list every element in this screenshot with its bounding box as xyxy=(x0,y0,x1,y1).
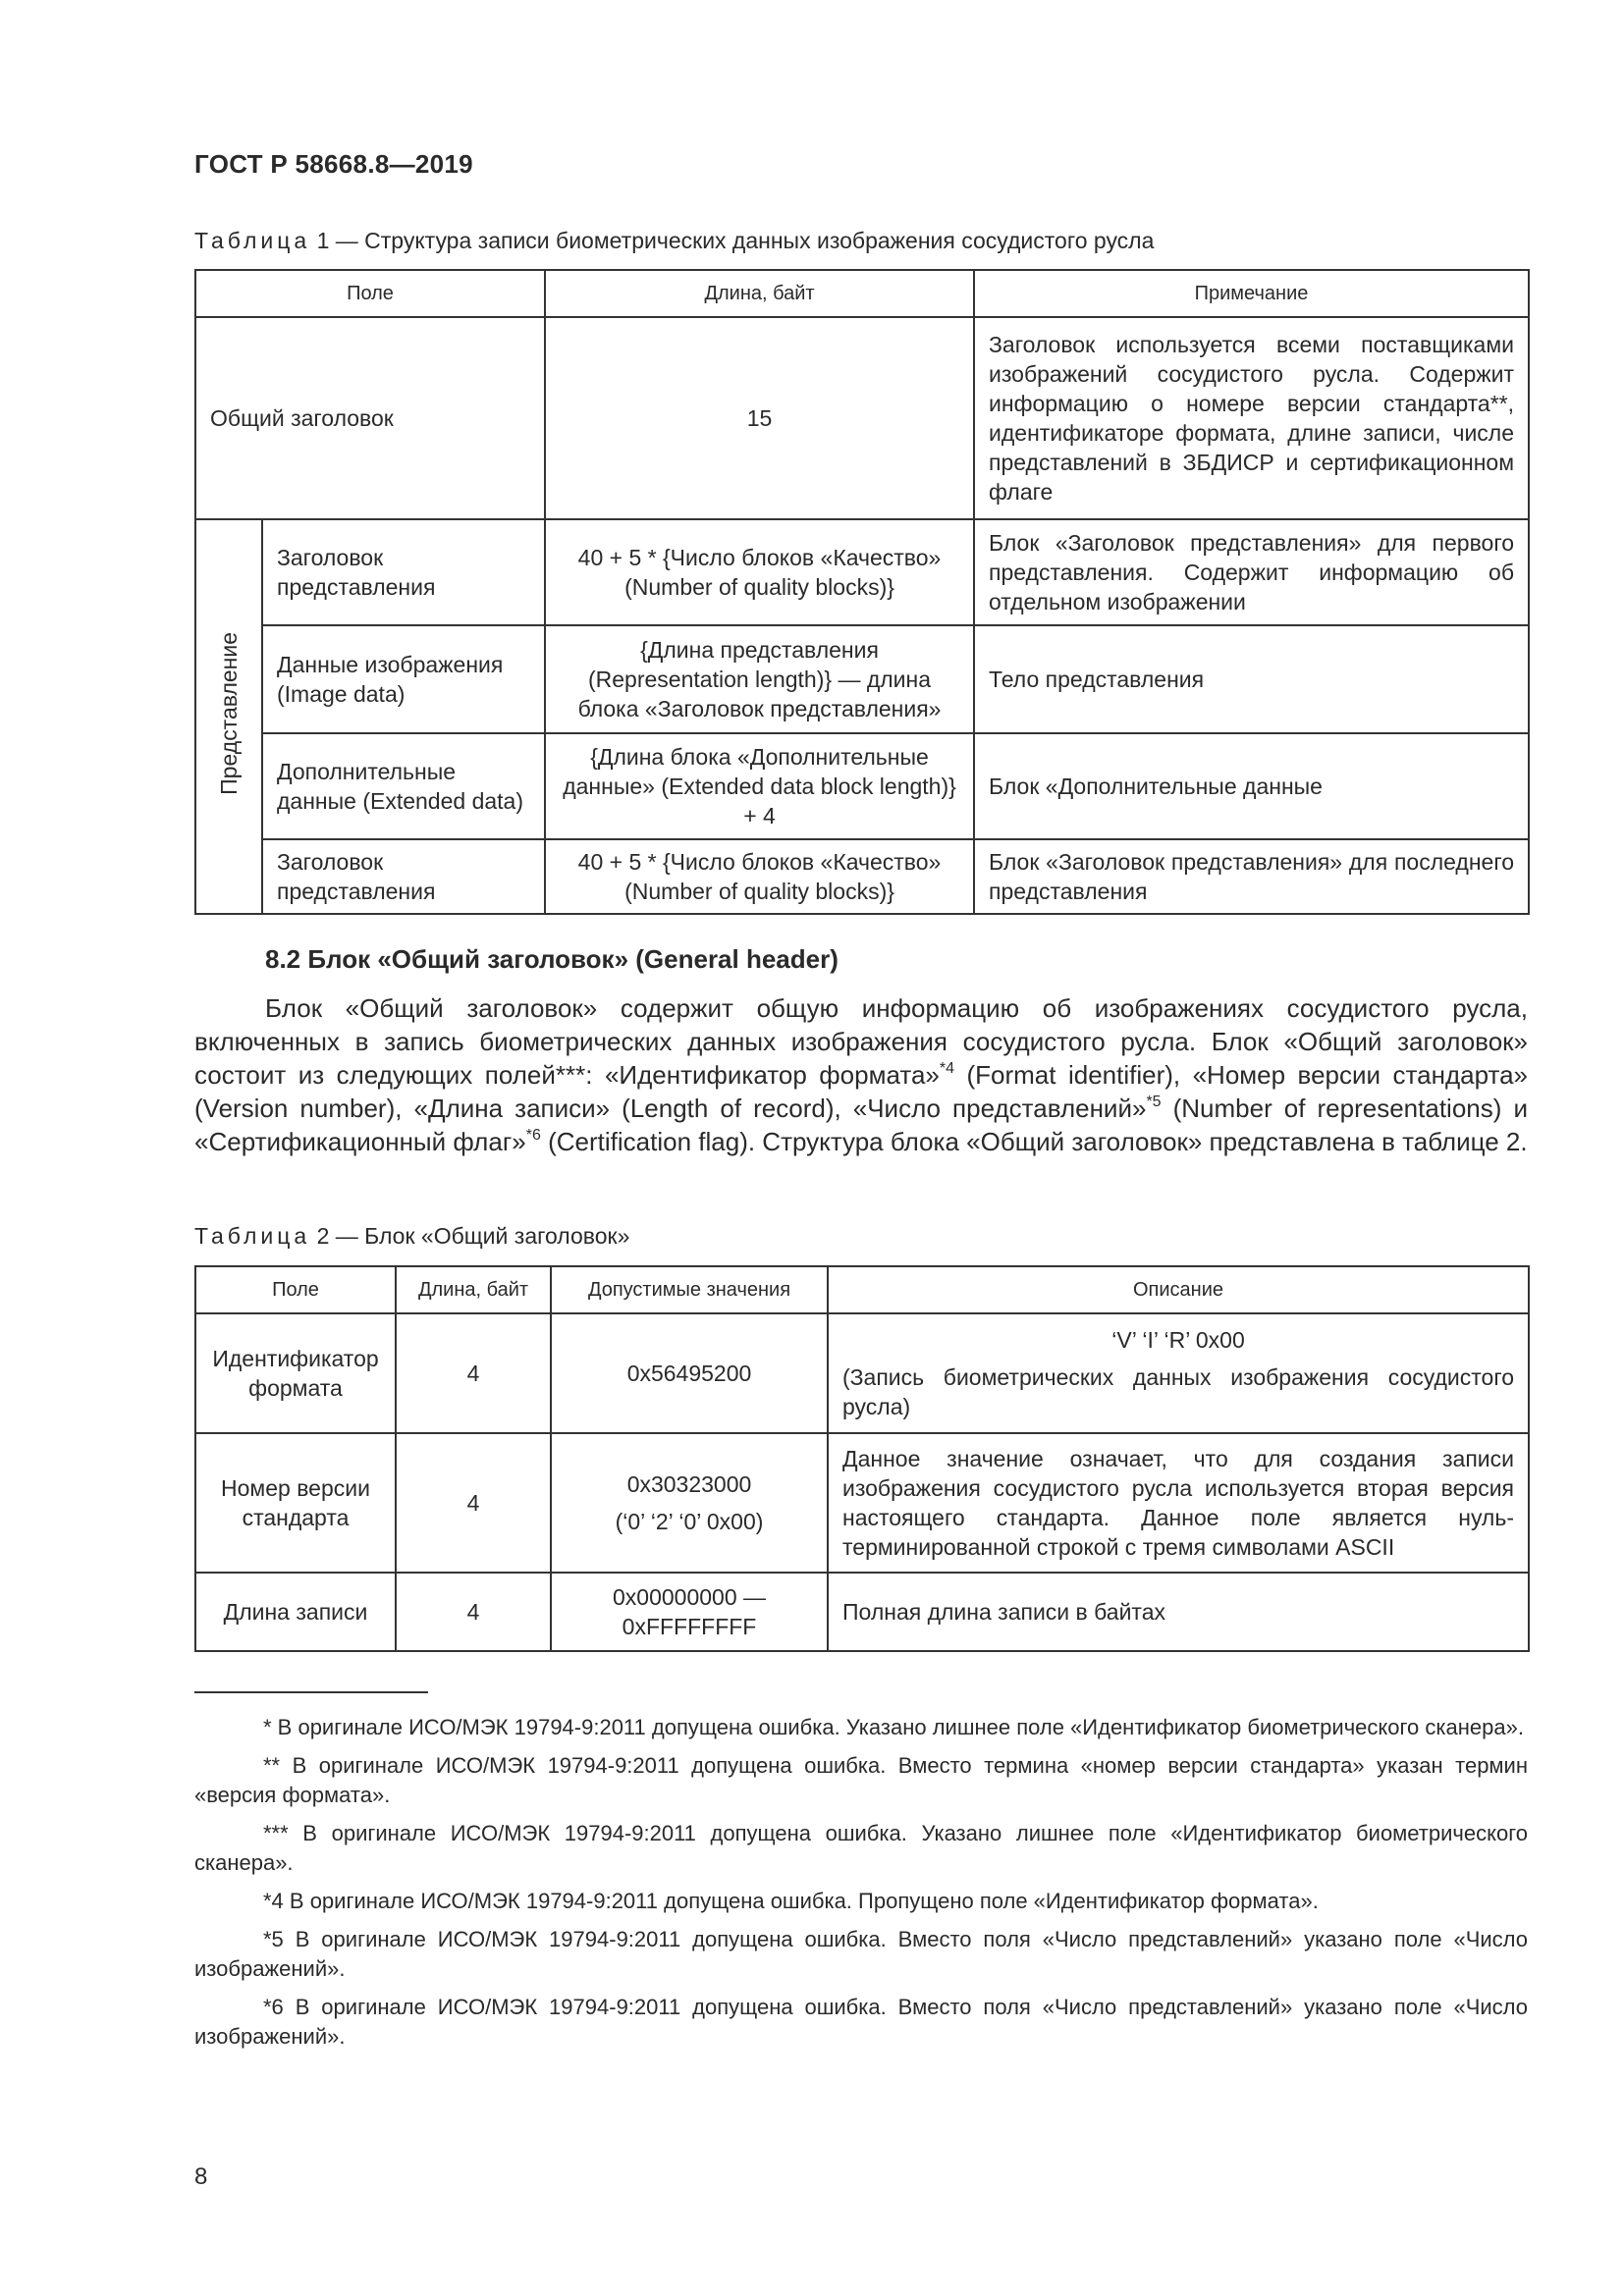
table1-caption-prefix: Таблица xyxy=(194,228,311,253)
value-hex: 0x30323000 xyxy=(626,1471,752,1497)
table2-general-header xyxy=(194,1265,1530,1652)
table1-cell-length: 40 + 5 * {Число блоков «Качество» (Number of quality blocks)} xyxy=(545,839,974,914)
table1-cell-length: 40 + 5 * {Число блоков «Качество» (Number of quality blocks)} xyxy=(545,519,974,625)
footnote: *4 В оригинале ИСО/МЭК 19794-9:2011 допущена ошибка. Пропущено поле «Идентификатор формата». xyxy=(263,1889,1319,1913)
table1-header-note: Примечание xyxy=(974,270,1529,317)
table1-general-note: Заголовок используется всеми поставщиками изображений сосудистого русла. Содержит информацию о номере версии стандарта**, идентификаторе формата, длине записи, числе представлений в ЗБДИСР и сертификационном флаге xyxy=(974,317,1529,519)
table2-cell-values: 0x56495200 xyxy=(551,1313,828,1433)
description-text: (Запись биометрических данных изображения сосудистого русла) xyxy=(842,1364,1514,1419)
footnote: ** В оригинале ИСО/МЭК 19794-9:2011 допущена ошибка. Вместо термина «номер версии стандарта» указан термин «версия формата». xyxy=(194,1753,1528,1807)
footnote-ref: *5 xyxy=(1146,1093,1162,1110)
table1-header-field: Поле xyxy=(195,270,545,317)
table1-cell-note: Блок «Дополнительные данные xyxy=(974,733,1529,839)
table2-header-description: Описание xyxy=(828,1266,1529,1313)
table-row xyxy=(195,733,1529,839)
table1-caption-text: 1 — Структура записи биометрических данных изображения сосудистого русла xyxy=(310,228,1155,253)
table2-cell-length: 4 xyxy=(396,1313,551,1433)
footnote: *5 В оригинале ИСО/МЭК 19794-9:2011 допущена ошибка. Вместо поля «Число представлений» указано поле «Число изображений». xyxy=(194,1927,1528,1981)
table1-header-length: Длина, байт xyxy=(545,270,974,317)
table2-caption-text: 2 — Блок «Общий заголовок» xyxy=(310,1223,630,1249)
table1-cell-field: Заголовок представления xyxy=(262,519,545,625)
table2-cell-length: 4 xyxy=(396,1573,551,1651)
footnote: * В оригинале ИСО/МЭК 19794-9:2011 допущена ошибка. Указано лишнее поле «Идентификатор биометрического сканера». xyxy=(263,1715,1524,1739)
table-row xyxy=(195,519,1529,625)
paragraph-text: Блок «Общий заголовок» содержит общую информацию об изображениях сосудистого русла, включенных в запись биометрических данных изображения сосудистого русла. Блок «Общий заголовок» состоит из следующих полей***: «Идентификатор формата» xyxy=(194,993,1528,1090)
table2-caption-prefix: Таблица xyxy=(194,1223,311,1249)
table2-header-field: Поле xyxy=(195,1266,396,1313)
table2-cell-values xyxy=(551,1573,828,1651)
table-row xyxy=(195,1313,1529,1433)
paragraph-text: (Number of representations) и «Сертификационный флаг» xyxy=(194,1094,1528,1156)
standard-designation: ГОСТ Р 58668.8—2019 xyxy=(194,149,473,179)
footnote: *6 В оригинале ИСО/МЭК 19794-9:2011 допущена ошибка. Вместо поля «Число представлений» указано поле «Число изображений». xyxy=(194,1995,1528,2049)
page-number: 8 xyxy=(194,2163,208,2190)
format-id-ascii: ‘V’ ‘I’ ‘R’ 0x00 xyxy=(1111,1327,1245,1353)
table2-cell-field: Идентификатор формата xyxy=(195,1313,396,1433)
table1-cell-field: Заголовок представления xyxy=(262,839,545,914)
footnote: *** В оригинале ИСО/МЭК 19794-9:2011 допущена ошибка. Указано лишнее поле «Идентификатор биометрического сканера». xyxy=(194,1821,1528,1875)
table2-header-length: Длина, байт xyxy=(396,1266,551,1313)
footnote-ref: *6 xyxy=(525,1126,541,1144)
paragraph-text: (Format identifier), «Номер версии стандарта» (Version number), «Длина записи» (Length of record), «Число представлений» xyxy=(194,1060,1529,1123)
value-range-end: 0xFFFFFFFF xyxy=(622,1614,757,1639)
section-heading: 8.2 Блок «Общий заголовок» (General header) xyxy=(265,944,839,974)
table-row xyxy=(195,1573,1529,1651)
table2-header-values: Допустимые значения xyxy=(551,1266,828,1313)
table-row xyxy=(195,1433,1529,1573)
table1-cell-field: Дополнительные данные (Extended data) xyxy=(262,733,545,839)
table1-cell-length: {Длина представления (Representation length)} — длина блока «Заголовок представления» xyxy=(545,625,974,733)
table1-general-length: 15 xyxy=(545,317,974,519)
paragraph-text: (Certification flag). Структура блока «Общий заголовок» представлена в таблице 2. xyxy=(540,1127,1528,1156)
table1-caption xyxy=(194,228,1154,254)
table2-cell-field: Номер версии стандарта xyxy=(195,1433,396,1573)
table1-cell-field: Данные изображения (Image data) xyxy=(262,625,545,733)
footnotes xyxy=(194,1713,1528,2060)
table1-record-structure xyxy=(194,269,1530,915)
footnote-separator xyxy=(194,1691,428,1693)
table1-cell-length: {Длина блока «Дополнительные данные» (Extended data block length)} + 4 xyxy=(545,733,974,839)
table2-header-row xyxy=(195,1266,1529,1313)
value-ascii: (‘0’ ‘2’ ‘0’ 0x00) xyxy=(615,1509,764,1534)
table2-caption xyxy=(194,1223,629,1250)
table2-cell-field: Длина записи xyxy=(195,1573,396,1651)
table1-cell-note: Блок «Заголовок представления» для последнего представления xyxy=(974,839,1529,914)
table1-cell-note: Тело представления xyxy=(974,625,1529,733)
table1-header-row xyxy=(195,270,1529,317)
table-row xyxy=(195,839,1529,914)
footnote-ref: *4 xyxy=(939,1059,955,1077)
table-row xyxy=(195,317,1529,519)
section-paragraph xyxy=(194,991,1528,1158)
table1-cell-note: Блок «Заголовок представления» для первого представления. Содержит информацию об отдельном изображении xyxy=(974,519,1529,625)
table-row xyxy=(195,625,1529,733)
table2-cell-description xyxy=(828,1313,1529,1433)
table1-general-field: Общий заголовок xyxy=(195,317,545,519)
table1-group-cell xyxy=(195,519,262,914)
table2-cell-length: 4 xyxy=(396,1433,551,1573)
table2-cell-values xyxy=(551,1433,828,1573)
table1-group-label: Представление xyxy=(216,631,242,795)
value-range-start: 0x00000000 — xyxy=(612,1584,766,1610)
table2-cell-description: Данное значение означает, что для создания записи изображения сосудистого русла используется вторая версия настоящего стандарта. Данное поле является нуль-терминированной строкой с тремя символами ASCII xyxy=(828,1433,1529,1573)
table2-cell-description: Полная длина записи в байтах xyxy=(828,1573,1529,1651)
